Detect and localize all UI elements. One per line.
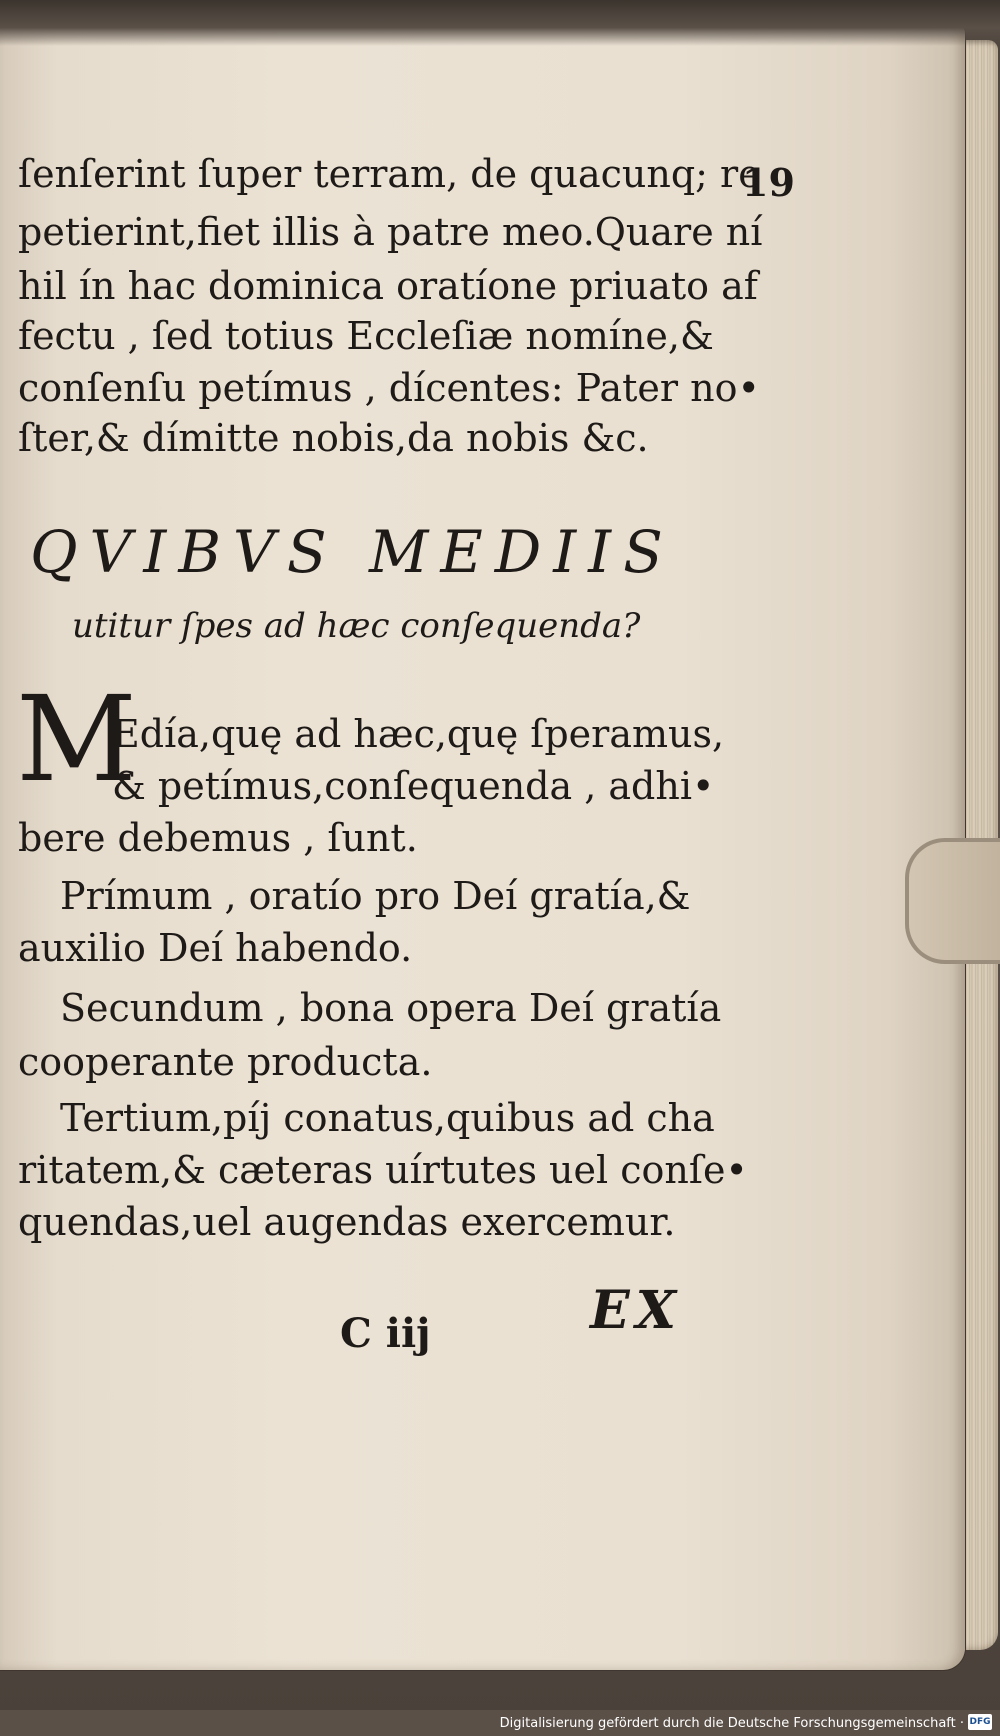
section-subheading: utitur ſpes ad hæc conſequenda? bbox=[72, 606, 641, 646]
top-shadow bbox=[0, 0, 1000, 46]
text-line: Prímum , oratío pro Deí gratía,& bbox=[60, 874, 691, 918]
section-heading: QVIBVS MEDIIS bbox=[30, 518, 675, 586]
text-line: Tertium,píj conatus,quibus ad cha bbox=[60, 1096, 715, 1140]
footer-credit: Digitalisierung gefördert durch die Deutsche Forschungsgemeinschaft · bbox=[499, 1716, 964, 1731]
catchword: EX bbox=[590, 1280, 682, 1341]
text-line: Secundum , bona opera Deí gratía bbox=[60, 986, 722, 1030]
text-line: ſter,& dímitte nobis,da nobis &c. bbox=[18, 416, 649, 460]
text-line: ſenſerint ſuper terram, de quacunq; re bbox=[18, 152, 761, 196]
page-number: 19 bbox=[742, 160, 795, 205]
signature-mark: C iij bbox=[340, 1310, 431, 1357]
text-line: bere debemus , ſunt. bbox=[18, 816, 418, 860]
text-line: Edía,quę ad hæc,quę ſperamus, bbox=[112, 712, 725, 756]
book-clasp bbox=[905, 838, 1000, 964]
dfg-logo: DFG bbox=[968, 1714, 992, 1730]
text-line: auxilio Deí habendo. bbox=[18, 926, 413, 970]
text-line: hil ín hac dominica oratíone priuato af bbox=[18, 264, 758, 308]
drop-capital: M bbox=[16, 670, 137, 808]
text-line: & petímus,conſequenda , adhi• bbox=[112, 764, 715, 808]
text-line: petierint,fiet illis à patre meo.Quare ní bbox=[18, 210, 763, 254]
text-line: cooperante producta. bbox=[18, 1040, 433, 1084]
text-line: quendas,uel augendas exercemur. bbox=[18, 1200, 676, 1244]
text-line: ritatem,& cæteras uírtutes uel conſe• bbox=[18, 1148, 748, 1192]
text-line: conſenſu petímus , dícentes: Pater no• bbox=[18, 366, 760, 410]
text-line: fectu , ſed totius Eccleſiæ nomíne,& bbox=[18, 314, 714, 358]
